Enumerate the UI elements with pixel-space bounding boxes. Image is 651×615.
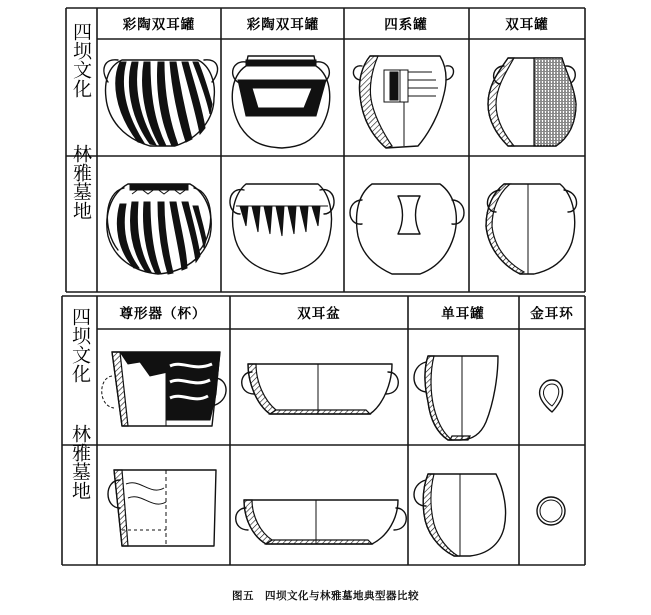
gold-earring-linya: [537, 497, 565, 525]
single-ear-jar-sibaa: [414, 356, 498, 440]
painted-double-ear-jar-sibaa: [104, 60, 218, 146]
bottom-row-label-2: 林雅墓地: [69, 424, 91, 500]
bottom-header-4: 金耳环: [530, 306, 574, 322]
four-lug-jar-linya: [350, 184, 464, 274]
top-row-label-2: 林雅墓地: [70, 144, 92, 220]
top-header-2: 彩陶双耳罐: [246, 17, 320, 33]
top-header-1: 彩陶双耳罐: [122, 17, 196, 33]
figure-caption: 图五 四坝文化与林雅墓地典型器比较: [232, 590, 419, 602]
four-lug-jar-sibaa: [353, 56, 453, 148]
bottom-header-1: 尊形器（杯）: [119, 306, 207, 322]
painted-double-ear-jar-linya: [107, 184, 211, 274]
gold-earring-sibaa: [540, 380, 563, 412]
painted-double-ear-jar-band: [232, 56, 329, 148]
double-ear-jar-linya: [486, 184, 577, 274]
top-table-grid: [66, 8, 585, 292]
zun-cup-linya: [108, 470, 216, 546]
bottom-header-2: 双耳盆: [297, 306, 341, 322]
painted-double-ear-jar-triangles: [230, 184, 334, 274]
top-row-label-1: 四坝文化: [70, 22, 92, 98]
zun-cup-sibaa: [102, 352, 226, 426]
bottom-row-label-1: 四坝文化: [69, 307, 91, 383]
double-ear-jar-sibaa: [488, 58, 576, 146]
single-ear-jar-linya: [414, 474, 506, 556]
top-header-4: 双耳罐: [505, 17, 549, 33]
bottom-header-3: 单耳罐: [441, 306, 485, 322]
bottom-table-grid: [62, 296, 585, 565]
double-ear-basin-linya: [236, 500, 407, 544]
double-ear-basin-sibaa: [242, 364, 399, 414]
top-header-3: 四系罐: [384, 17, 428, 33]
